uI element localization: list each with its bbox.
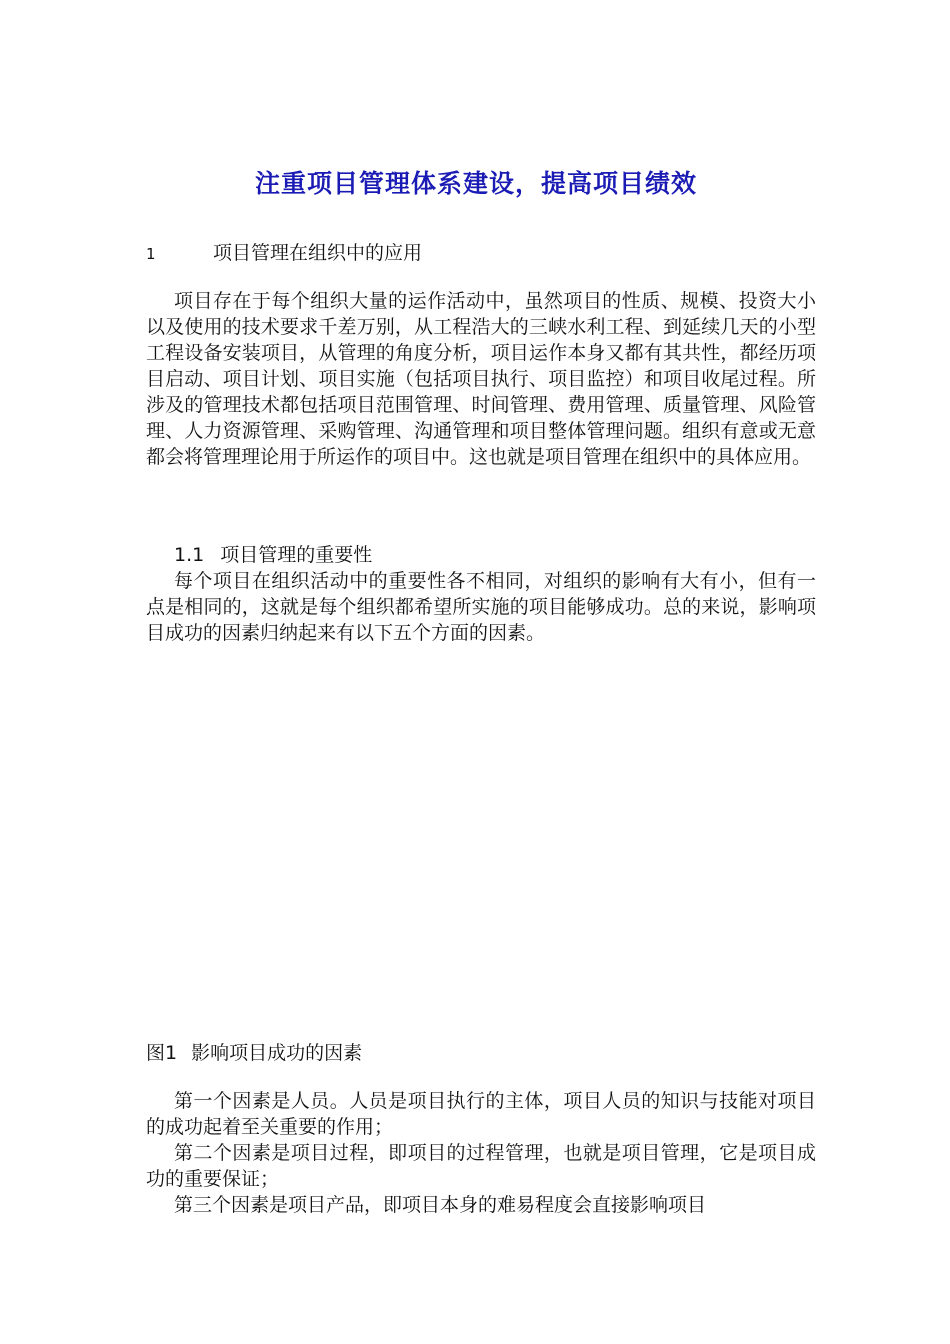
section-1-heading-text: 项目管理在组织中的应用 [213, 242, 423, 264]
factor-paragraph-3: 第三个因素是项目产品，即项目本身的难易程度会直接影响项目 [174, 1194, 707, 1216]
factor-paragraph-1: 第一个因素是人员。人员是项目执行的主体，项目人员的知识与技能对项目的成功起着至关重要的作用； [146, 1090, 816, 1138]
section-1-heading [146, 238, 422, 265]
section-1-paragraph: 项目存在于每个组织大量的运作活动中，虽然项目的性质、规模、投资大小以及使用的技术要求千差万别，从工程浩大的三峡水利工程、到延续几天的小型工程设备安装项目，从管理的角度分析，项目运作本身又都有其共性，都经历项目启动、项目计划、项目实施（包括项目执行、项目监控）和项目收尾过程。所涉及的管理技术都包括项目范围管理、时间管理、费用管理、质量管理、风险管理、人力资源管理、采购管理、沟通管理和项目整体管理问题。组织有意或无意都会将管理理论用于所运作的项目中。这也就是项目管理在组织中的具体应用。 [146, 290, 816, 468]
section-1-number: 1 [146, 245, 156, 263]
figure-caption [146, 1038, 362, 1065]
section-1-1-heading [174, 540, 372, 567]
section-1-1-heading-text: 项目管理的重要性 [220, 544, 373, 566]
document-title: 注重项目管理体系建设，提高项目绩效 [254, 169, 697, 198]
factor-paragraph-2: 第二个因素是项目过程，即项目的过程管理，也就是项目管理，它是项目成功的重要保证； [146, 1142, 816, 1190]
figure-label: 图 [146, 1042, 166, 1064]
figure-caption-text: 影响项目成功的因素 [191, 1042, 363, 1064]
figure-number: 1 [165, 1042, 178, 1064]
figure-placeholder [146, 690, 806, 1020]
section-1-1-paragraph: 每个项目在组织活动中的重要性各不相同，对组织的影响有大有小，但有一点是相同的，这就是每个组织都希望所实施的项目能够成功。总的来说，影响项目成功的因素归纳起来有以下五个方面的因素。 [146, 570, 816, 644]
section-1-1-number: 1.1 [174, 544, 205, 566]
